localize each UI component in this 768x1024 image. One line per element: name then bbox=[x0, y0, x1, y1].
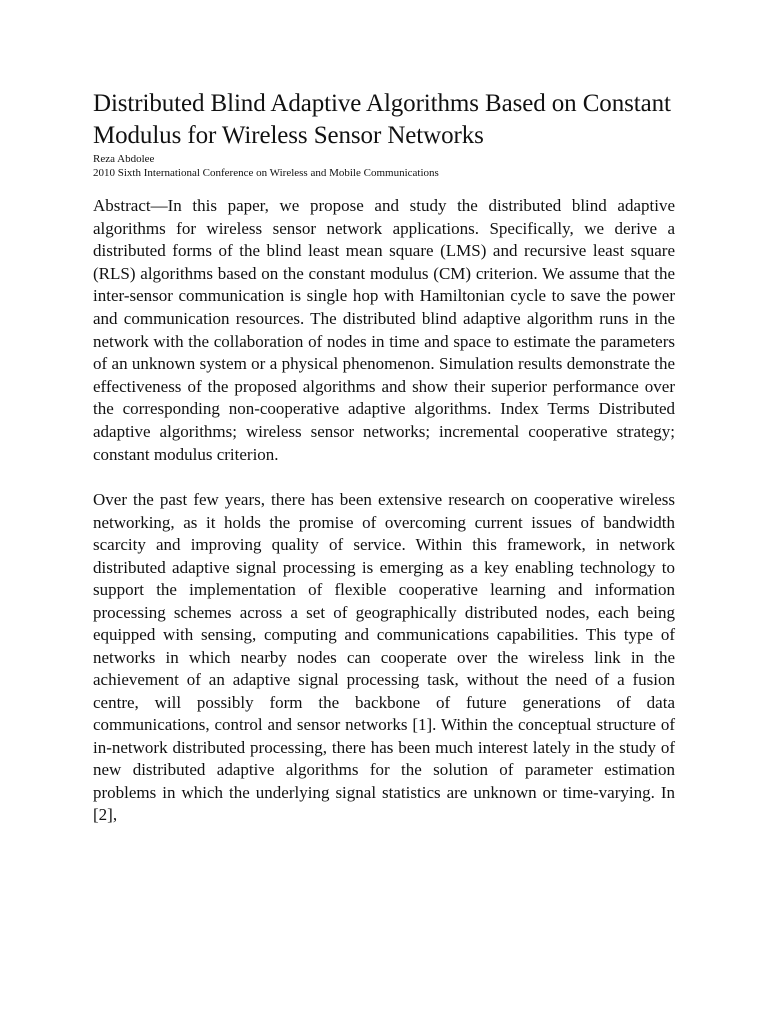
paper-author: Reza Abdolee bbox=[93, 153, 155, 165]
abstract-paragraph: Abstract—In this paper, we propose and study the distributed blind adaptive algorithms for wireless sensor network applications. Specifically, we derive a distributed forms of the blind least mean square (LMS) and recursive least square (RLS) algorithms based on the constant modulus (CM) criterion. We assume that the inter-sensor communication is single hop with Hamiltonian cycle to save the power and communication resources. The distributed blind adaptive algorithm runs in the network with the collaboration of nodes in time and space to estimate the parameters of an unknown system or a physical phenomenon. Simulation results demonstrate the effectiveness of the proposed algorithms and show their superior performance over the corresponding non-cooperative adaptive algorithms. Index Terms Distributed adaptive algorithms; wireless sensor networks; incremental cooperative strategy; constant modulus criterion. bbox=[93, 196, 675, 464]
paper-title: Distributed Blind Adaptive Algorithms Based on Constant Modulus for Wireless Sensor Networks bbox=[93, 90, 671, 149]
paper-venue: 2010 Sixth International Conference on Wireless and Mobile Communications bbox=[93, 167, 439, 179]
introduction-paragraph: Over the past few years, there has been extensive research on cooperative wireless networking, as it holds the promise of overcoming current issues of bandwidth scarcity and improving quality of service. Within this framework, in network distributed adaptive signal processing is emerging as a key enabling technology to support the implementation of flexible cooperative learning and information processing schemes across a set of geographically distributed nodes, each being equipped with sensing, computing and communications capabilities. This type of networks in which nearby nodes can cooperate over the wireless link in the achievement of an adaptive signal processing task, without the need of a fusion centre, will possibly form the backbone of future generations of data communications, control and sensor networks [1]. Within the conceptual structure of in-network distributed processing, there has been much interest lately in the study of new distributed adaptive algorithms for the solution of parameter estimation problems in which the underlying signal statistics are unknown or time-varying. In [2], bbox=[93, 490, 675, 825]
document-page bbox=[93, 88, 675, 827]
